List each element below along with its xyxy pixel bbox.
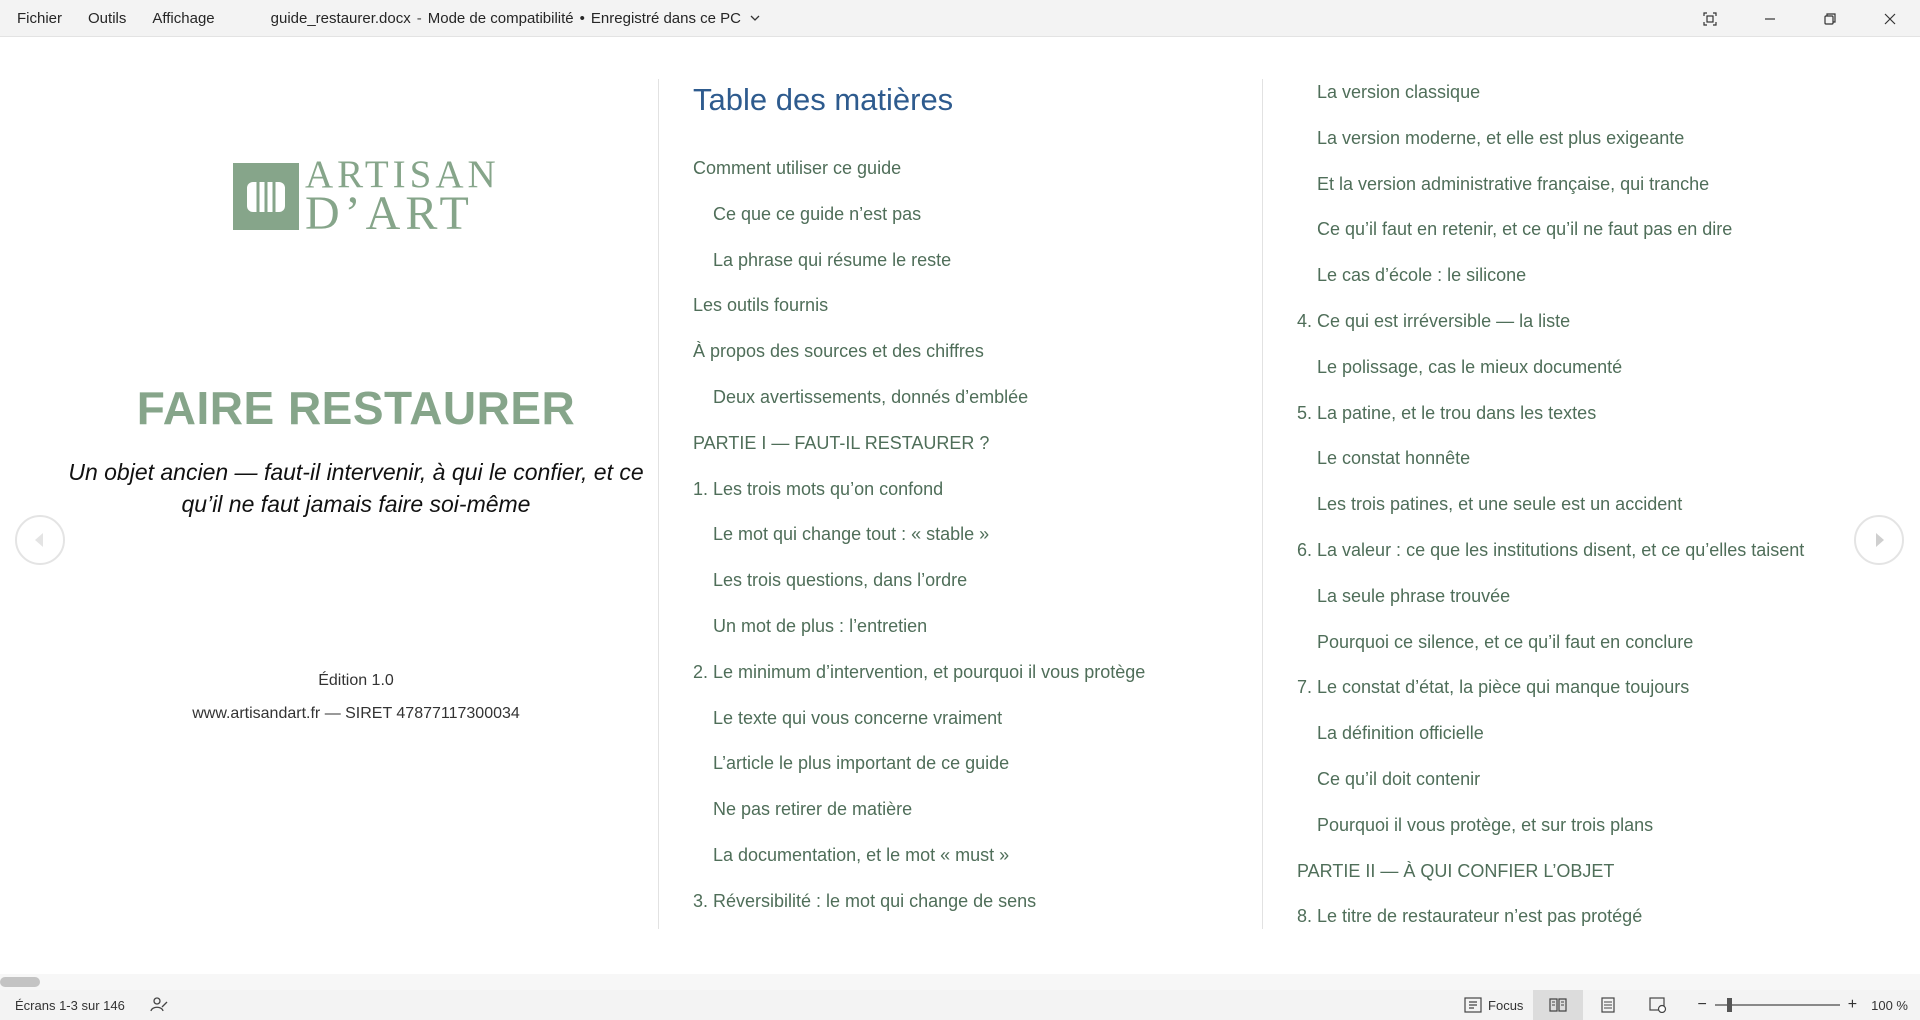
toc-entry[interactable]: Le texte qui vous concerne vraiment — [713, 707, 1003, 728]
text-predictions-button[interactable] — [149, 995, 169, 1015]
menu-file[interactable]: Fichier — [17, 9, 63, 27]
minimize-button[interactable] — [1740, 0, 1800, 37]
focus-icon — [1464, 997, 1482, 1013]
toc-entry[interactable]: La seule phrase trouvée — [1317, 585, 1511, 606]
title-bullet: • — [579, 9, 585, 27]
toc-entry[interactable]: La documentation, et le mot « must » — [713, 844, 1010, 865]
toc-entry[interactable]: Comment utiliser ce guide — [693, 158, 902, 178]
toc-entry[interactable]: La version moderne, et elle est plus exigeante — [1317, 127, 1685, 148]
toc-entry[interactable]: Un mot de plus : l’entretien — [713, 615, 928, 636]
toc-column-2 — [1297, 80, 1804, 950]
toc-entry[interactable]: Pourquoi ce silence, et ce qu’il faut en conclure — [1317, 631, 1694, 652]
scrollbar-thumb[interactable] — [0, 977, 40, 987]
accessibility-icon — [150, 996, 168, 1014]
toc-column-1 — [693, 156, 1145, 935]
restore-icon — [1822, 11, 1838, 27]
edition-label: Édition 1.0 — [318, 672, 394, 689]
title-bar — [0, 0, 1920, 37]
status-bar — [0, 990, 1920, 1020]
logo-line-1: ARTISAN — [305, 153, 500, 196]
toc-entry[interactable]: Ne pas retirer de matière — [713, 799, 913, 820]
focus-button[interactable] — [1454, 990, 1533, 1020]
toc-entry[interactable]: Pourquoi il vous protège, et sur trois plans — [1317, 814, 1654, 835]
toc-entry[interactable]: 6. La valeur : ce que les institutions disent, et ce qu’elles taisent — [1297, 539, 1805, 560]
compatibility-mode: Mode de compatibilité — [427, 9, 574, 27]
toc-entry[interactable]: Deux avertissements, donnés d’emblée — [713, 386, 1029, 407]
page-divider — [1262, 79, 1263, 929]
toc-entry[interactable]: La définition officielle — [1317, 723, 1484, 744]
web-layout-button[interactable] — [1633, 990, 1683, 1020]
zoom-control — [1697, 996, 1920, 1014]
read-mode-button[interactable] — [1533, 990, 1583, 1020]
toc-entry[interactable]: Ce qu’il faut en retenir, et ce qu’il ne faut pas en dire — [1317, 219, 1733, 240]
zoom-slider-thumb[interactable] — [1727, 998, 1732, 1012]
reading-view — [0, 37, 1920, 967]
fullscreen-icon — [1702, 11, 1718, 27]
print-layout-button[interactable] — [1583, 990, 1633, 1020]
toc-entry[interactable]: Le cas d’école : le silicone — [1317, 265, 1527, 286]
toc-entry[interactable]: La version classique — [1317, 82, 1481, 102]
web-layout-icon — [1649, 997, 1667, 1013]
toc-entry[interactable]: 3. Réversibilité : le mot qui change de sens — [693, 890, 1037, 911]
toc-entry[interactable]: 1. Les trois mots qu’on confond — [693, 478, 944, 499]
minimize-icon — [1762, 11, 1778, 27]
arrow-left-icon — [29, 529, 51, 551]
close-icon — [1882, 11, 1898, 27]
horizontal-scrollbar[interactable] — [0, 974, 1920, 990]
menu-view[interactable]: Affichage — [152, 9, 215, 27]
toc-entry[interactable]: Ce qu’il doit contenir — [1317, 768, 1481, 789]
toc-entry[interactable]: Le mot qui change tout : « stable » — [713, 524, 990, 545]
document-filename: guide_restaurer.docx — [270, 9, 411, 27]
page-count: Écrans 1-3 sur 146 — [15, 997, 125, 1013]
toc-entry[interactable]: Le constat honnête — [1317, 448, 1471, 469]
toc-entry[interactable]: La phrase qui résume le reste — [713, 249, 952, 270]
previous-page-button[interactable] — [15, 515, 65, 565]
page-divider — [658, 79, 659, 929]
toc-heading: Table des matières — [693, 82, 954, 117]
zoom-out-button[interactable]: − — [1697, 996, 1707, 1013]
toc-entry[interactable]: 2. Le minimum d’intervention, et pourquoi il vous protège — [693, 661, 1146, 682]
cover-page — [0, 37, 658, 967]
cover-title: FAIRE RESTAURER — [136, 382, 576, 434]
toc-entry[interactable]: Et la version administrative française, qui tranche — [1317, 173, 1710, 194]
menu-tools[interactable]: Outils — [88, 9, 127, 27]
zoom-in-button[interactable]: + — [1847, 996, 1858, 1013]
zoom-percentage[interactable]: 100 % — [1871, 997, 1908, 1013]
toc-entry[interactable]: Les trois questions, dans l’ordre — [713, 570, 968, 591]
toc-entry[interactable]: 7. Le constat d’état, la pièce qui manque toujours — [1297, 677, 1690, 698]
book-icon — [1549, 997, 1567, 1013]
fullscreen-button[interactable] — [1680, 0, 1740, 37]
toc-entry[interactable]: 4. Ce qui est irréversible — la liste — [1297, 310, 1571, 331]
close-button[interactable] — [1860, 0, 1920, 37]
toc-entry[interactable]: À propos des sources et des chiffres — [693, 341, 984, 362]
toc-entry[interactable]: 5. La patine, et le trou dans les textes — [1297, 402, 1597, 423]
title-separator: - — [416, 9, 422, 27]
toc-entry[interactable]: Ce que ce guide n’est pas — [713, 203, 922, 224]
focus-label: Focus — [1488, 997, 1524, 1013]
contact-line: www.artisandart.fr — SIRET 47877117300034 — [192, 705, 520, 722]
logo-pattern-icon — [244, 177, 288, 217]
logo-mark-icon — [233, 163, 299, 230]
cover-subtitle: Un objet ancien — faut-il intervenir, à qui le confier, et ce qu’il ne faut jamais faire soi-même — [68, 459, 644, 517]
brand-logo — [233, 155, 500, 238]
logo-line-2: D’ART — [305, 187, 474, 240]
toc-entry[interactable]: Les outils fournis — [693, 295, 829, 316]
toc-entry[interactable]: PARTIE I — FAUT-IL RESTAURER ? — [693, 432, 990, 453]
status-right — [1454, 990, 1920, 1020]
document-title[interactable] — [271, 10, 761, 27]
chevron-down-icon[interactable] — [749, 12, 761, 24]
restore-button[interactable] — [1800, 0, 1860, 37]
toc-entry[interactable]: Les trois patines, et une seule est un accident — [1317, 494, 1683, 515]
save-state: Enregistré dans ce PC — [590, 9, 741, 27]
arrow-right-icon — [1868, 529, 1890, 551]
toc-entry[interactable]: Le polissage, cas le mieux documenté — [1317, 356, 1623, 377]
toc-entry[interactable]: L’article le plus important de ce guide — [713, 753, 1010, 774]
toc-entry[interactable]: PARTIE II — À QUI CONFIER L’OBJET — [1297, 860, 1615, 881]
window-controls — [1680, 0, 1920, 37]
toc-entry[interactable]: 8. Le titre de restaurateur n’est pas protégé — [1297, 906, 1643, 927]
page-icon — [1601, 997, 1615, 1013]
next-page-button[interactable] — [1854, 515, 1904, 565]
zoom-slider[interactable] — [1715, 1004, 1840, 1006]
logo-wordmark — [305, 155, 500, 238]
